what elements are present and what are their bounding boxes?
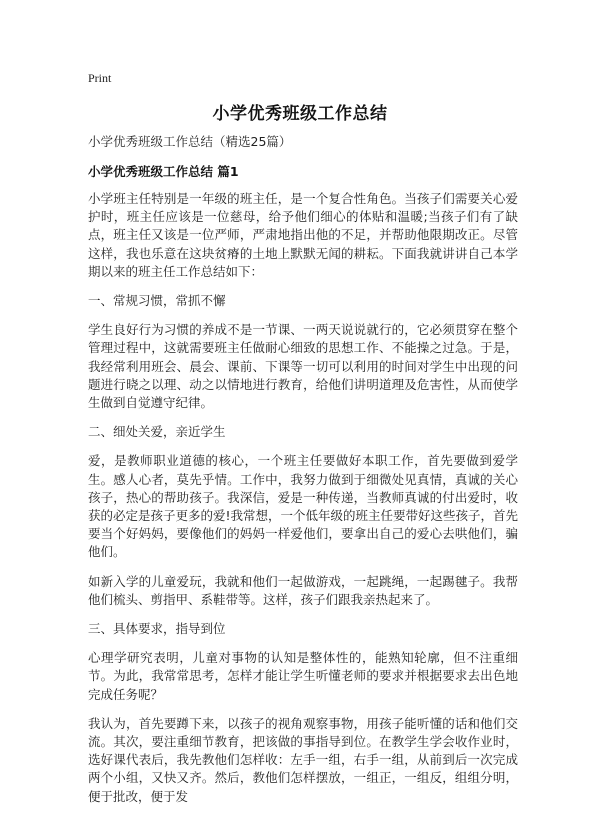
section-title: 小学优秀班级工作总结 篇1 bbox=[88, 164, 239, 179]
paragraph-intro: 小学班主任特别是一年级的班主任，是一个复合性角色。当孩子们需要关心爱护时，班主任应该是一位慈母，给予他们细心的体贴和温暖;当孩子们有了缺点，班主任又该是一位严师，严肃地指出他的不足，并帮助他限期改正。尽管这样，我也乐意在这块贫瘠的土地上默默无闻的耕耘。下面我就讲讲自己本学期以来的班主任工作总结如下： bbox=[88, 191, 518, 279]
heading-requirements: 三、具体要求，指导到位 bbox=[88, 621, 226, 637]
paragraph-care-2: 如新入学的儿童爱玩，我就和他们一起做游戏，一起跳绳，一起踢毽子。我帮他们梳头、剪指甲、系鞋带等。这样，孩子们跟我亲热起来了。 bbox=[88, 573, 518, 607]
paragraph-care-1: 爱，是教师职业道德的核心，一个班主任要做好本职工作，首先要做到爱学生。感人心者，莫先乎情。工作中，我努力做到于细微处见真情，真诚的关心孩子，热心的帮助孩子。我深信，爱是一种传递，当教师真诚的付出爱时，收获的必定是孩子更多的爱!我常想，一个低年级的班主任要带好这些孩子，首先要当个好妈妈，要像他们的妈妈一样爱他们，要拿出自己的爱心去哄他们，骗他们。 bbox=[88, 453, 519, 560]
print-link[interactable]: Print bbox=[88, 71, 112, 85]
document-subtitle: 小学优秀班级工作总结（精选25篇） bbox=[88, 134, 292, 149]
document-title: 小学优秀班级工作总结 bbox=[212, 104, 388, 124]
paragraph-requirements-1: 心理学研究表明，儿童对事物的认知是整体性的，能熟知轮廓，但不注重细节。为此，我常常思考，怎样才能让学生听懂老师的要求并根据要求去出色地完成任务呢？ bbox=[88, 650, 518, 702]
heading-care: 二、细处关爱，亲近学生 bbox=[88, 424, 226, 440]
paragraph-habits: 学生良好行为习惯的养成不是一节课、一两天说说就行的，它必须贯穿在整个管理过程中，这就需要班主任做耐心细致的思想工作、不能操之过急。于是，我经常利用班会、晨会、课前、下课等一切可以利用的时间对学生中出现的问题进行晓之以理、动之以情地进行教育，给他们讲明道理及危害性，从而使学生做到自觉遵守纪律。 bbox=[88, 322, 518, 411]
document-content bbox=[88, 132, 518, 817]
paragraph-requirements-2: 我认为，首先要蹲下来，以孩子的视角观察事物，用孩子能听懂的话和他们交流。其次，要注重细节教育，把该做的事指导到位。在教学生学会收作业时，选好课代表后，我先教他们怎样收：左手一组，右手一组，从前到后一次完成两个小组，又快又齐。然后，教他们怎样摆放，一组正，一组反，组组分明，便于批改，便于发 bbox=[88, 715, 518, 804]
heading-habits: 一、常规习惯，常抓不懈 bbox=[88, 293, 226, 309]
